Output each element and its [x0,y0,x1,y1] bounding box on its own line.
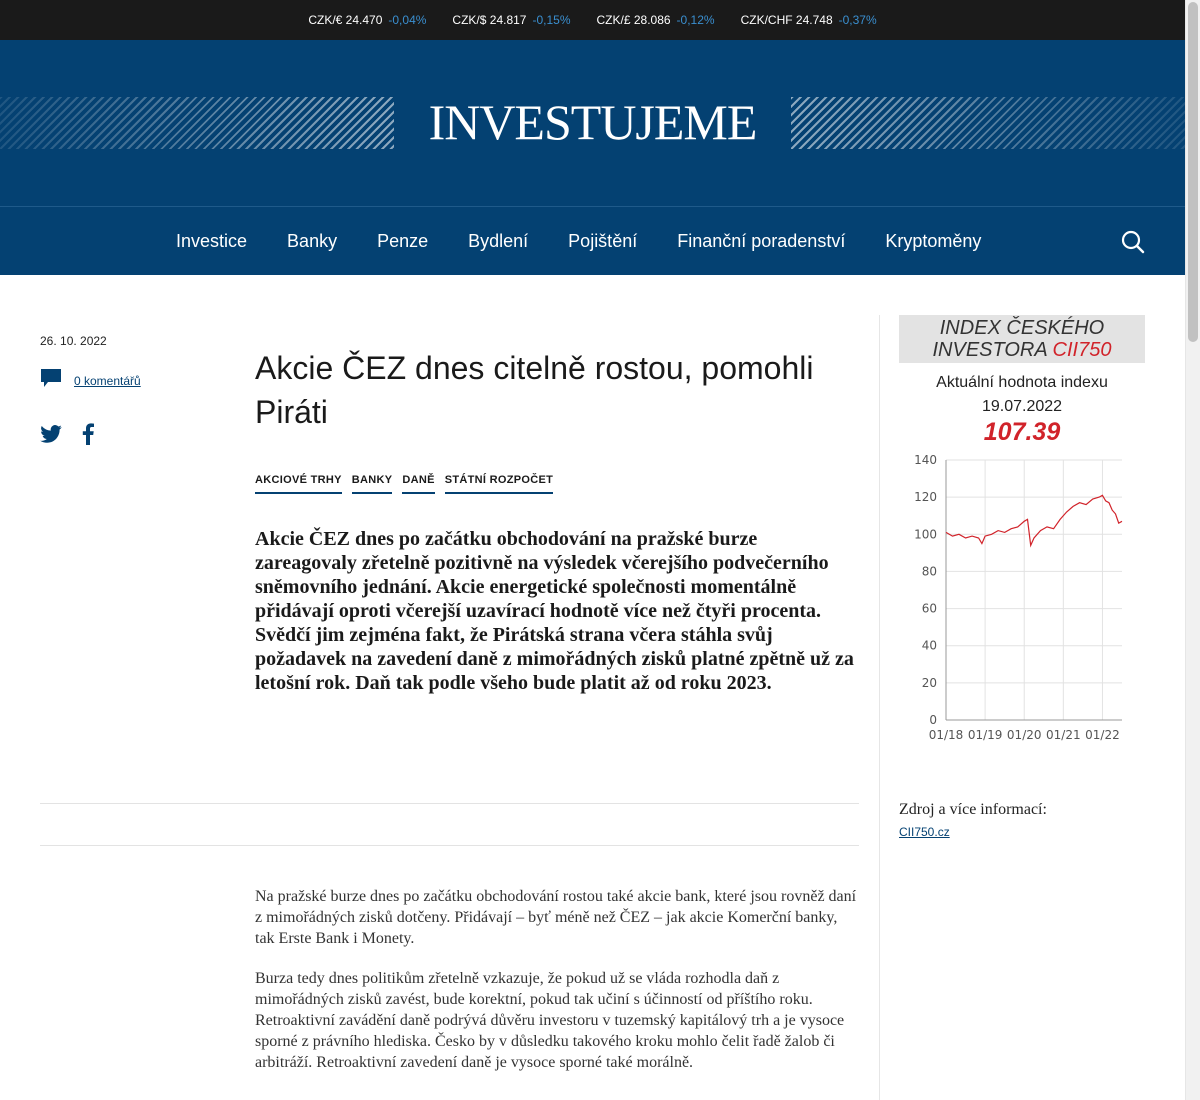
chart-x-tick-label: 01/19 [967,728,1003,742]
chart-x-tick-label: 01/22 [1085,728,1120,742]
chart-y-tick-label: 120 [914,490,937,505]
article-date: 26. 10. 2022 [40,334,107,348]
sidebar-divider [879,315,880,1100]
chart-y-tick-label: 100 [914,527,937,542]
ticker-item-eur: CZK/€ 24.470 -0,04% [308,13,427,27]
nav-item-banky[interactable]: Banky [287,231,338,251]
chart-y-tick-label: 40 [921,638,937,653]
header-stripes-left [0,97,394,149]
index-date: 19.07.2022 [981,398,1063,415]
comments-link[interactable]: 0 komentářů [74,373,141,388]
ticker-item-usd: CZK/$ 24.817 -0,15% [452,13,571,27]
nav-item-penze[interactable]: Penze [377,231,429,251]
nav-item-kryptomeny[interactable]: Kryptoměny [885,231,982,251]
ticker-change: -0,15% [532,13,571,27]
header-stripes-right [791,97,1185,149]
source-link[interactable]: CII750.cz [899,825,950,839]
tag-akciove-trhy[interactable]: AKCIOVÉ TRHY [255,474,342,494]
index-code: CII750 [1052,339,1112,361]
divider [40,803,859,804]
index-heading: INDEX ČESKÉHO INVESTORA CII750 [899,315,1145,363]
chart-x-tick-label: 01/21 [1046,728,1081,742]
site-header [0,40,1185,206]
index-value: 107.39 [983,418,1061,446]
chart-y-tick-label: 80 [921,564,937,579]
chart-y-tick-label: 140 [914,453,937,467]
chart-x-tick-label: 01/20 [1006,728,1042,742]
ticker-change: -0,37% [838,13,877,27]
chart-y-tick-label: 60 [921,601,937,616]
nav-item-investice[interactable]: Investice [176,231,248,251]
nav-item-pojisteni[interactable]: Pojištění [568,231,638,251]
chart-y-tick-label: 20 [921,675,937,690]
search-icon[interactable] [1120,229,1146,255]
article-perex: Akcie ČEZ dnes po začátku obchodování na pražské burze zareagovaly zřetelně pozitivně na výsledek včerejšího podvečerního sněmovního jednání. Akcie energetické společnosti momentálně přidávají oproti včerejší uzavírací hodnotě více než čtyři procenta. Svědčí jim zejména fakt, že Pirátská strana včera stáhla svůj požadavek na zavedení daně z mimořádných zisků platné zpětně už za letošní rok. Daň tak podle všeho bude platit až od roku 2023. [255,528,854,694]
index-chart [899,450,1139,750]
ticker-change: -0,12% [676,13,715,27]
divider [40,845,859,846]
site-logo[interactable]: INVESTUJEME [428,94,757,150]
main-nav [0,206,1185,275]
source-label: Zdroj a více informací: [899,801,1047,818]
chart-x-tick-label: 01/18 [928,728,964,742]
article-paragraph: Na pražské burze dnes po začátku obchodování rostou také akcie bank, které jsou rovněž daní z mimořádných zisků dotčeny. Přidávají – byť méně než ČEZ – jak akcie Komerční banky, tak Erste Bank i Monety. [255,888,857,947]
chart-y-tick-label: 0 [929,713,937,727]
chart-series-line [946,495,1122,545]
comments-link-group [40,368,141,393]
social-share [40,423,94,445]
article-title: Akcie ČEZ dnes citelně rostou, pomohli Piráti [255,350,814,430]
article-paragraph: Burza tedy dnes politikům zřetelně vzkazuje, že pokud už se vláda rozhodla daň z mimořádných zisků zavést, bude korektní, pokud tak učiní s účinností od příštího roku. Retroaktivní zavádění daně podrývá důvěru investoru v tuzemský kapitálový trh a je vysoce sporné z právního hlediska. Česko by v důsledku takového kroku mohlo čelit řadě žalob či arbitráží. Retroaktivní zavedení daně je vysoce sporné také morálně. [255,970,845,1071]
tag-statni-rozpocet[interactable]: STÁTNÍ ROZPOČET [445,474,553,494]
article-tags [255,474,553,494]
scrollbar-thumb[interactable] [1188,2,1198,342]
facebook-icon[interactable] [82,423,94,445]
nav-item-bydleni[interactable]: Bydlení [468,231,529,251]
tag-banky[interactable]: BANKY [352,474,393,494]
ticker-item-chf: CZK/CHF 24.748 -0,37% [740,13,877,27]
nav-item-financni-poradenstvi[interactable]: Finanční poradenství [677,231,846,251]
comment-icon [40,368,62,393]
index-subtitle: Aktuální hodnota indexu 19.07.2022 [899,371,1145,419]
tag-dane[interactable]: DANĚ [402,474,434,494]
page-scrollbar[interactable] [1185,0,1200,1100]
currency-ticker [0,0,1185,40]
ticker-change: -0,04% [388,13,427,27]
twitter-icon[interactable] [40,425,62,443]
ticker-item-gbp: CZK/£ 28.086 -0,12% [596,13,715,27]
